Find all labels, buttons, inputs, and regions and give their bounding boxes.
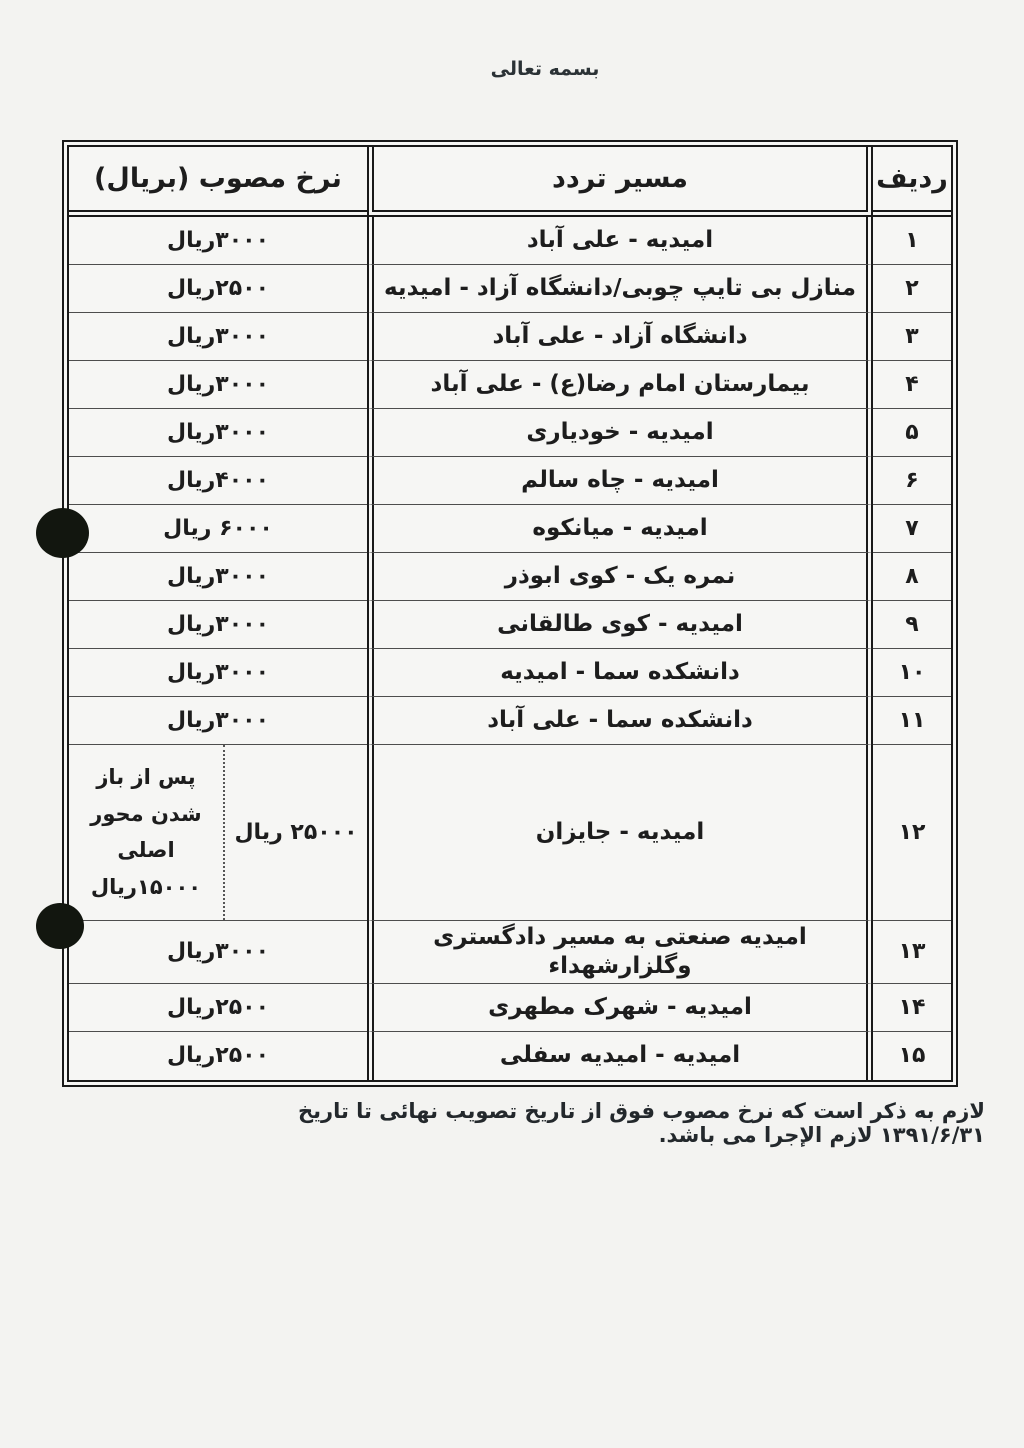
route-cell: دانشگاه آزاد - علی آباد: [367, 313, 873, 361]
footer-note: لازم به ذکر است که نرخ مصوب فوق از تاریخ تصویب نهائی تا تاریخ ۱۳۹۱/۶/۳۱ لازم الإجرا می باشد.: [297, 1099, 985, 1147]
row-number-cell: ۱۱: [873, 697, 951, 745]
route-cell: امیدیه صنعتی به مسیر دادگستری وگلزارشهداء: [367, 921, 873, 984]
fare-cell: ۳۰۰۰ریال: [69, 921, 367, 984]
row-number-cell: ۸: [873, 553, 951, 601]
fare-condition-note: [69, 745, 225, 920]
route-cell: امیدیه - جایزان: [367, 745, 873, 921]
route-cell: دانشکده سما - علی آباد: [367, 697, 873, 745]
fare-value: ۲۵۰۰۰ ریال: [234, 820, 358, 845]
fare-cell: ۳۰۰۰ریال: [69, 409, 367, 457]
fare-cell: ۴۰۰۰ریال: [69, 457, 367, 505]
row-number-cell: ۱۳: [873, 921, 951, 984]
fare-note-line: اصلی: [117, 838, 175, 863]
row-number-cell: ۷: [873, 505, 951, 553]
fare-cell: ۳۰۰۰ریال: [69, 649, 367, 697]
fare-cell-split: [69, 745, 367, 921]
bismillah-invocation: بسمه تعالی: [490, 58, 600, 80]
route-cell: امیدیه - چاه سالم: [367, 457, 873, 505]
row-number-cell: ۶: [873, 457, 951, 505]
fare-cell: ۳۰۰۰ریال: [69, 361, 367, 409]
route-cell: منازل بی تایپ چوبی/دانشگاه آزاد - امیدیه: [367, 265, 873, 313]
route-cell: امیدیه - خودیاری: [367, 409, 873, 457]
fare-note-line: پس از باز: [96, 765, 196, 790]
fare-cell: ۳۰۰۰ریال: [69, 601, 367, 649]
fare-table: [62, 140, 958, 1087]
fare-note-line: شدن محور: [90, 801, 202, 826]
fare-table-grid: [62, 140, 958, 1087]
row-number-cell: ۹: [873, 601, 951, 649]
route-cell: امیدیه - شهرک مطهری: [367, 984, 873, 1032]
route-cell: امیدیه - امیدیه سفلی: [367, 1032, 873, 1080]
punch-hole: [36, 903, 84, 949]
header-cell-route: مسیر تردد: [367, 147, 873, 217]
row-number-cell: ۲: [873, 265, 951, 313]
header-cell-row-number: ردیف: [873, 147, 951, 217]
route-cell: امیدیه - میانکوه: [367, 505, 873, 553]
fare-cell: ۲۵۰۰ریال: [167, 1043, 269, 1068]
row-number-cell: ۱: [873, 217, 951, 265]
row-number-cell: ۱۵: [898, 1043, 926, 1068]
punch-hole: [36, 508, 89, 558]
row-number-cell: ۵: [873, 409, 951, 457]
route-cell: نمره یک - کوی ابوذر: [367, 553, 873, 601]
fare-cell: ۶۰۰۰ ریال: [69, 505, 367, 553]
row-number-cell: ۱۰: [873, 649, 951, 697]
fare-note-line: ۱۵۰۰۰ریال: [90, 874, 202, 899]
route-cell: دانشکده سما - امیدیه: [367, 649, 873, 697]
route-cell: امیدیه - کوی طالقانی: [367, 601, 873, 649]
row-number-cell: ۱۴: [873, 984, 951, 1032]
fare-cell: ۳۰۰۰ریال: [69, 553, 367, 601]
row-number-cell: ۳: [873, 313, 951, 361]
route-cell: بیمارستان امام رضا(ع) - علی آباد: [367, 361, 873, 409]
route-cell: امیدیه - علی آباد: [367, 217, 873, 265]
fare-cell: ۳۰۰۰ریال: [69, 697, 367, 745]
row-number-cell: ۴: [873, 361, 951, 409]
fare-cell: ۲۵۰۰ریال: [69, 265, 367, 313]
fare-cell: ۳۰۰۰ریال: [69, 313, 367, 361]
fare-cell: ۳۰۰۰ریال: [69, 217, 367, 265]
row-number-cell: ۱۲: [873, 745, 951, 921]
fare-cell: ۲۵۰۰ریال: [69, 984, 367, 1032]
header-cell-fare: نرخ مصوب (بریال): [69, 147, 367, 217]
